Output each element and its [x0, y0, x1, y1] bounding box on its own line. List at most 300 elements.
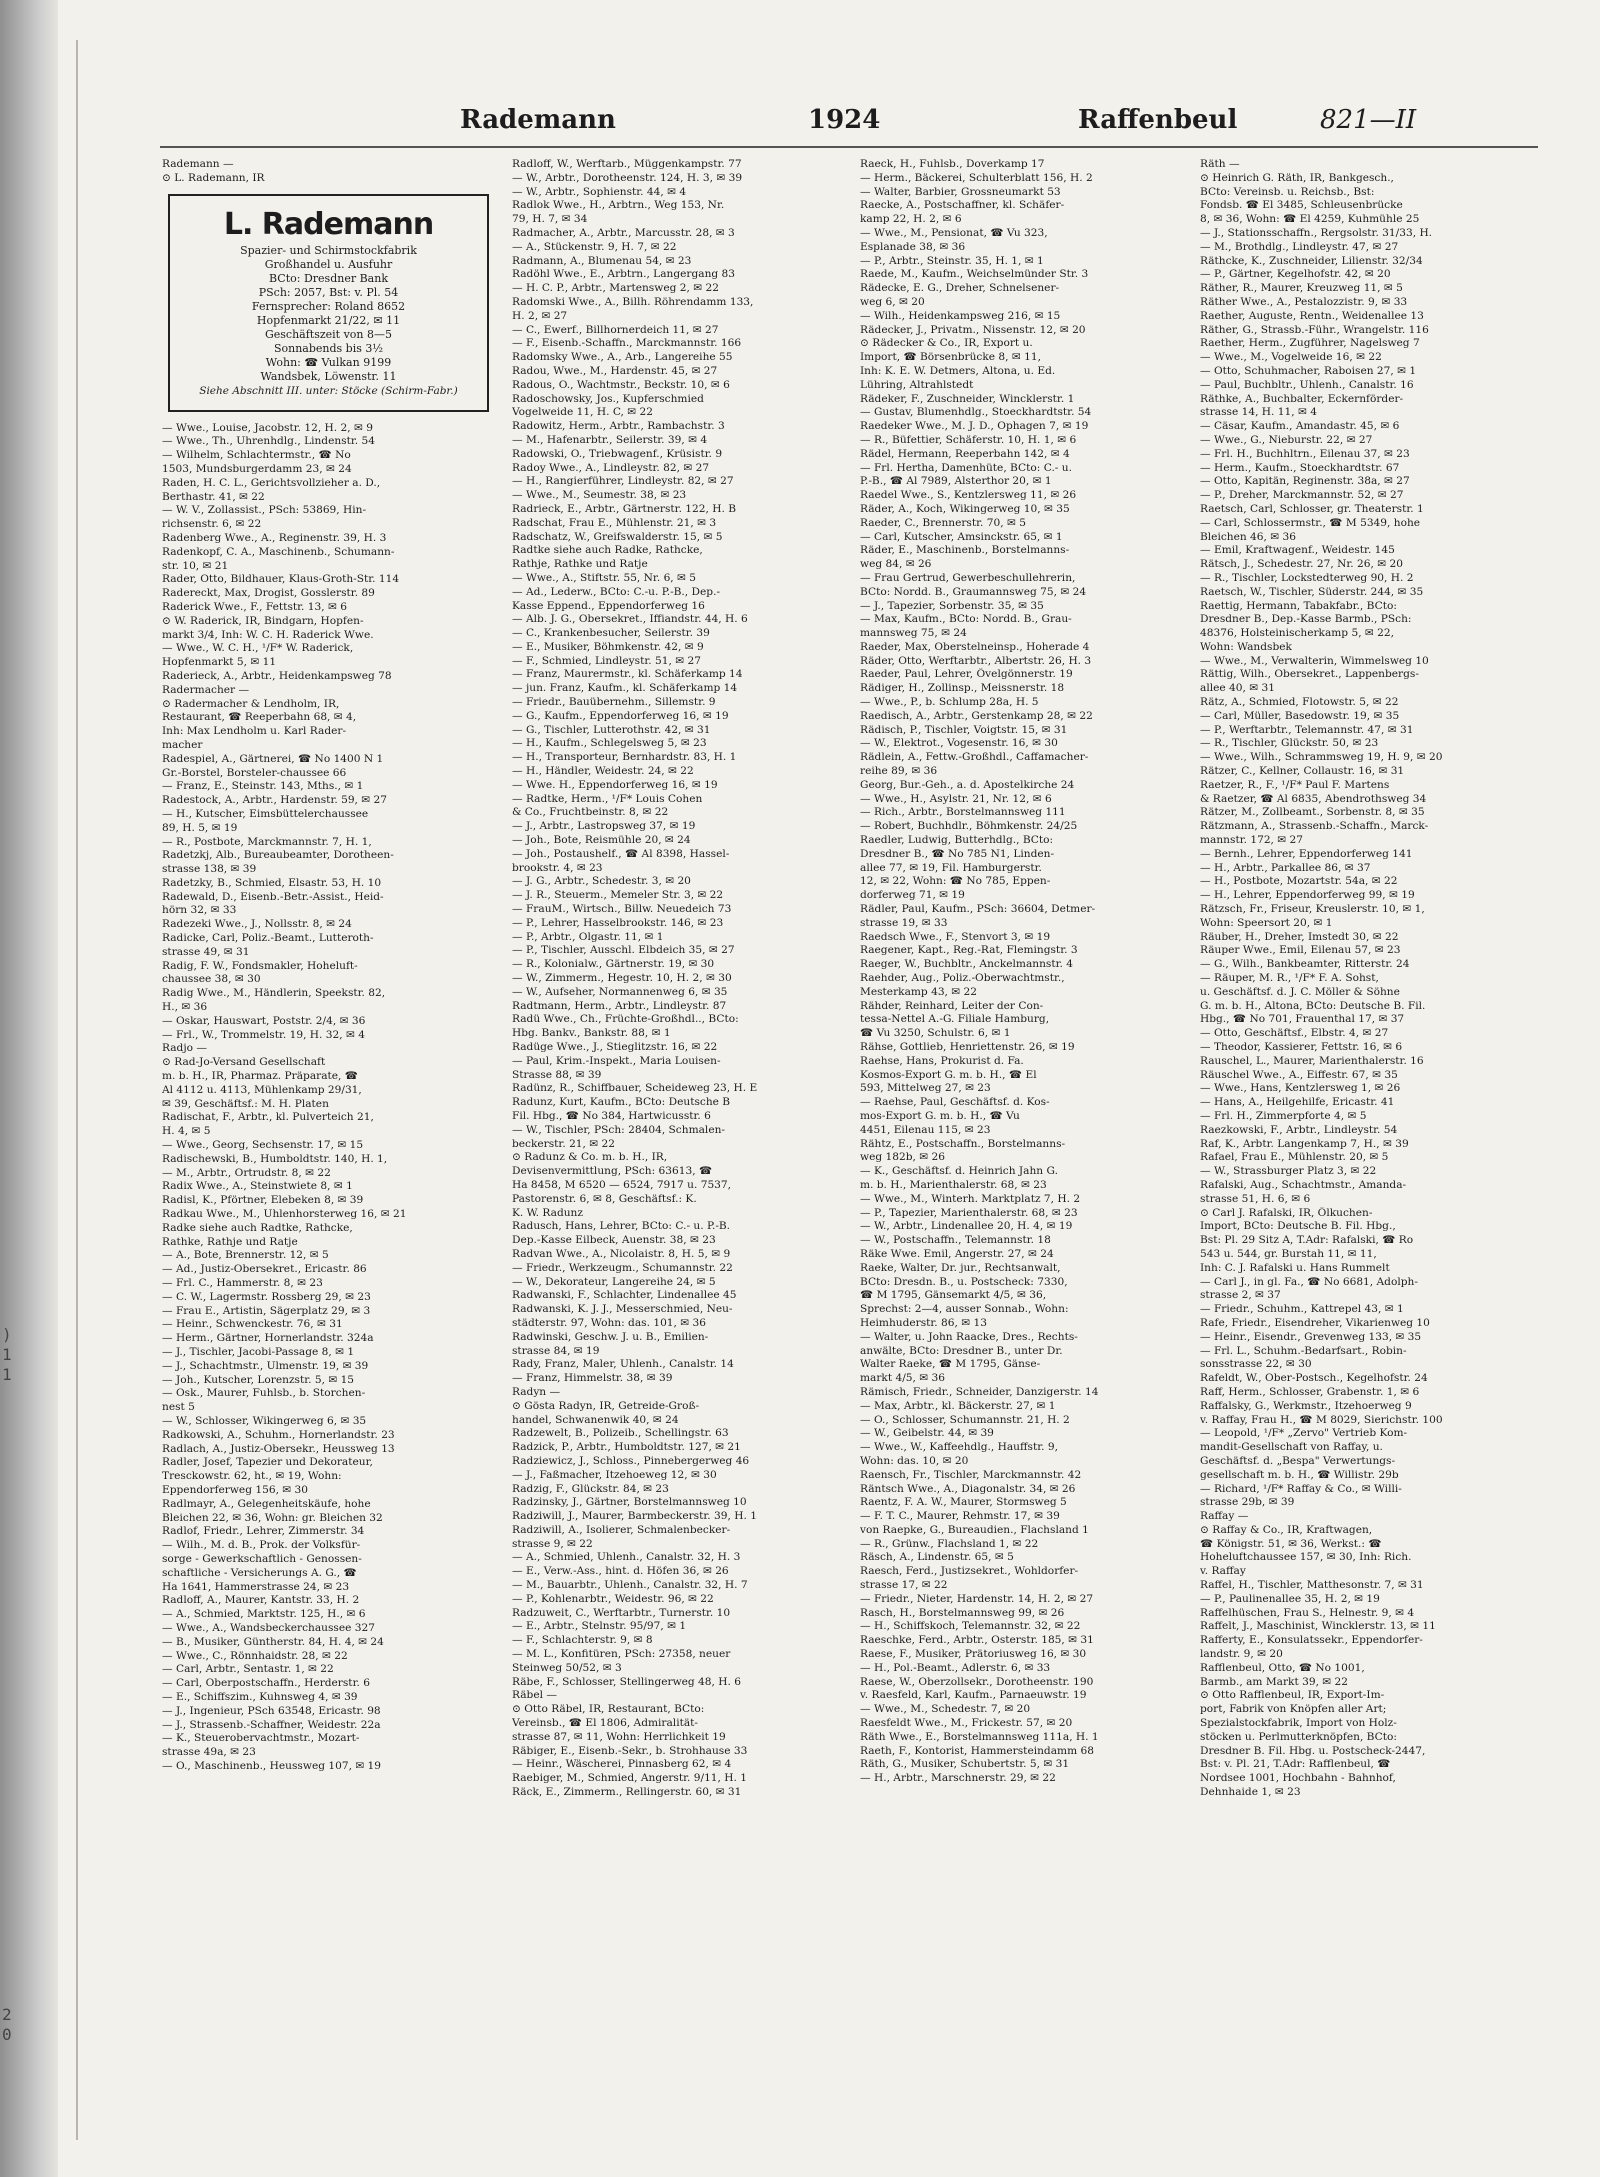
entry-line: BCto: Dresdn. B., u. Postscheck: 7330,: [860, 1275, 1068, 1288]
entry-line: — K., Steuerobervachtmstr., Mozart-: [162, 1732, 360, 1745]
entry-line: Spezialstockfabrik, Import von Holz-: [1200, 1717, 1397, 1730]
entry-line: — P., Kohlenarbtr., Weidestr. 96, ✉ 22: [512, 1592, 714, 1605]
entry-line: — R., Postbote, Marckmannstr. 7, H. 1,: [162, 835, 372, 848]
entry-line: ☎ Vu 3250, Schulstr. 6, ✉ 1: [860, 1027, 1011, 1040]
entry-line: Räuber, H., Dreher, Imstedt 30, ✉ 22: [1200, 930, 1399, 943]
entry-line: Radowski, O., Triebwagenf., Krüsistr. 9: [512, 447, 723, 460]
entry-line: Raffelt, J., Maschinist, Wincklerstr. 13, ✉ 11: [1200, 1620, 1436, 1633]
entry-line: Dep.-Kasse Eilbeck, Auenstr. 38, ✉ 23: [512, 1234, 716, 1247]
entry-line: von Raepke, G., Bureaudien., Flachsland 1: [860, 1523, 1089, 1536]
entry-line: brookstr. 4, ✉ 23: [512, 861, 603, 874]
entry-line: — A., Schmied, Uhlenh., Canalstr. 32, H. 3: [512, 1551, 741, 1564]
margin-fragment: 2: [2, 2005, 12, 2024]
entry-line: Radmacher, A., Arbtr., Marcusstr. 28, ✉ 3: [512, 226, 735, 239]
entry-line: Rähtz, E., Postschaffn., Borstelmanns-: [860, 1137, 1066, 1150]
entry-line: — P., Paulinenallee 35, H. 2, ✉ 19: [1200, 1592, 1380, 1605]
entry-line: — W., Postschaffn., Telemannstr. 18: [860, 1234, 1051, 1247]
entry-line: Räbe, F., Schlosser, Stellingerweg 48, H. 6: [512, 1675, 741, 1688]
entry-line: Radzinsky, J., Gärtner, Borstelmannsweg 10: [512, 1496, 747, 1509]
entry-line: Fil. Hbg., ☎ No 384, Hartwicusstr. 6: [512, 1109, 711, 1122]
entry-line: 48376, Holsteinischerkamp 5, ✉ 22,: [1200, 627, 1395, 640]
advert-line: Hopfenmarkt 21/22, ✉ 11: [256, 313, 401, 327]
entry-line: — Friedr., Nieter, Hardenstr. 14, H. 2, ✉ 27: [860, 1592, 1094, 1605]
entry-line: Rädler, Paul, Kaufm., PSch: 36604, Detmer-: [860, 903, 1096, 916]
entry-line: richsenstr. 6, ✉ 22: [162, 518, 262, 531]
entry-line: Räck, E., Zimmerm., Rellingerstr. 60, ✉ 31: [512, 1786, 742, 1799]
entry-line: — Robert, Buchhdlr., Böhmkenstr. 24/25: [860, 820, 1078, 833]
scan-gutter: [0, 0, 58, 2177]
entry-line: Pastorenstr. 6, ✉ 8, Geschäftsf.: K.: [512, 1192, 697, 1205]
entry-line: Steinweg 50/52, ✉ 3: [512, 1661, 622, 1674]
entry-line: — F. T. C., Maurer, Rehmstr. 17, ✉ 39: [860, 1510, 1060, 1523]
entry-line: — C., Ewerf., Billhornerdeich 11, ✉ 27: [512, 323, 719, 336]
entry-line: Raffay —: [1200, 1510, 1249, 1523]
entry-line: nest 5: [162, 1401, 195, 1414]
entry-line: Radicke, Carl, Poliz.-Beamt., Lutteroth-: [162, 932, 374, 945]
entry-line: — J. G., Arbtr., Schedestr. 3, ✉ 20: [512, 875, 691, 888]
entry-line: — M., Hafenarbtr., Seilerstr. 39, ✉ 4: [512, 433, 708, 446]
entry-line: Radusch, Hans, Lehrer, BCto: C.- u. P.-B.: [512, 1220, 731, 1233]
entry-line: v. Raffay: [1200, 1565, 1246, 1578]
entry-line: — E., Verw.-Ass., hint. d. Höfen 36, ✉ 26: [512, 1565, 729, 1578]
entry-line: strasse 9, ✉ 22: [512, 1537, 593, 1550]
entry-line: Rafe, Friedr., Eisendreher, Vikarienweg 10: [1200, 1316, 1430, 1329]
margin-fragment: 1: [2, 1365, 12, 1384]
entry-line: — jun. Franz, Kaufm., kl. Schäferkamp 14: [512, 682, 738, 695]
column-4: [1200, 158, 1545, 2148]
entry-line: — Wwe., M., Vogelweide 16, ✉ 22: [1200, 351, 1382, 364]
entry-line: — J., Tischler, Jacobi-Passage 8, ✉ 1: [162, 1345, 355, 1358]
advert-title: L. Rademann: [223, 206, 434, 242]
entry-line: — W., Aufseher, Normannenweg 6, ✉ 35: [512, 985, 728, 998]
entry-line: — Friedr., Schuhm., Kattrepel 43, ✉ 1: [1200, 1303, 1404, 1316]
entry-line: Raese, F., Musiker, Prätoriusweg 16, ✉ 30: [860, 1648, 1087, 1661]
entry-line: — Räuper, M. R., ¹/F* F. A. Sohst,: [1200, 972, 1379, 985]
entry-line: kamp 22, H. 2, ✉ 6: [860, 213, 962, 226]
entry-line: Rädisch, P., Tischler, Voigtstr. 15, ✉ 31: [860, 723, 1068, 736]
entry-line: — C. W., Lagermstr. Rossberg 29, ✉ 23: [162, 1290, 371, 1303]
entry-line: ⊙ Rädecker & Co., IR, Export u.: [860, 337, 1033, 350]
entry-line: Radig, F. W., Fondsmakler, Hoheluft-: [162, 959, 358, 972]
entry-line: — Wwe., W., Kaffeehdlg., Hauffstr. 9,: [860, 1441, 1058, 1454]
entry-line: ⊙ Rad-Jo-Versand Gesellschaft: [162, 1056, 326, 1069]
entry-line: strasse 49a, ✉ 23: [162, 1746, 256, 1759]
entry-line: Rädeker, F., Zuschneider, Wincklerstr. 1: [860, 392, 1075, 405]
entry-line: — Carl, Oberpostschaffn., Herderstr. 6: [162, 1677, 370, 1690]
entry-line: Radtke siehe auch Radke, Rathcke,: [512, 544, 703, 557]
entry-line: — Franz, E., Steinstr. 143, Mths., ✉ 1: [162, 780, 364, 793]
entry-line: Rätzmann, A., Strassenb.-Schaffn., Marck-: [1200, 820, 1429, 833]
entry-line: — Wwe., M., Winterh. Marktplatz 7, H. 2: [860, 1192, 1081, 1205]
entry-line: — K., Geschäftsf. d. Heinrich Jahn G.: [860, 1165, 1058, 1178]
entry-line: strasse 49, ✉ 31: [162, 945, 250, 958]
entry-line: Rädecke, E. G., Dreher, Schnelsener-: [860, 282, 1060, 295]
entry-line: weg 6, ✉ 20: [860, 295, 925, 308]
entry-line: — Wwe., M., Schedestr. 7, ✉ 20: [860, 1703, 1031, 1716]
entry-line: — Herm., Gärtner, Hornerlandstr. 324a: [162, 1332, 374, 1345]
entry-line: — Wwe., Wilh., Schrammsweg 19, H. 9, ✉ 20: [1200, 751, 1443, 764]
entry-line: Radowitz, Herm., Arbtr., Rambachstr. 3: [512, 420, 725, 433]
entry-line: tessa-Nettel A.-G. Filiale Hamburg,: [860, 1013, 1050, 1026]
entry-line: Raentz, F. A. W., Maurer, Stormsweg 5: [860, 1496, 1067, 1509]
entry-line: — Wilhelm, Schlachtermstr., ☎ No: [162, 449, 351, 462]
entry-line: Radous, O., Wachtmstr., Beckstr. 10, ✉ 6: [512, 378, 730, 391]
entry-line: — Wilh., Heidenkampsweg 216, ✉ 15: [860, 309, 1061, 322]
entry-line: Rader, Otto, Bildhauer, Klaus-Groth-Str. 114: [162, 573, 400, 586]
entry-line: — G., Tischler, Lutterothstr. 42, ✉ 31: [512, 723, 711, 736]
entry-line: Radwanski, F., Schlachter, Lindenallee 45: [512, 1289, 737, 1302]
column-1: [162, 158, 497, 2148]
entry-line: Rädiger, H., Zollinsp., Meissnerstr. 18: [860, 682, 1065, 695]
entry-line: Raeder, Max, Oberstelneinsp., Hoherade 4: [860, 640, 1090, 653]
entry-line: 4451, Eilenau 115, ✉ 23: [860, 1123, 991, 1136]
entry-line: — F., Schlachterstr. 9, ✉ 8: [512, 1634, 653, 1647]
entry-line: — Frl. H., Buchhltrn., Eilenau 37, ✉ 23: [1200, 447, 1410, 460]
advert-line: PSch: 2057, Bst: v. Pl. 54: [258, 285, 399, 299]
entry-line: Radüge Wwe., J., Stieglitzstr. 16, ✉ 22: [512, 1041, 718, 1053]
entry-line: — Max, Kaufm., BCto: Nordd. B., Grau-: [860, 613, 1072, 626]
entry-line: — Otto, Geschäftsf., Elbstr. 4, ✉ 27: [1200, 1027, 1389, 1040]
header-rule: [160, 146, 1538, 148]
entry-line: Radwinski, Geschw. J. u. B., Emilien-: [512, 1330, 709, 1343]
entry-line: Räther, R., Maurer, Kreuzweg 11, ✉ 5: [1200, 282, 1403, 295]
entry-line: Radler, Josef, Tapezier und Dekorateur,: [162, 1456, 373, 1469]
entry-line: — Paul, Buchbltr., Uhlenh., Canalstr. 16: [1200, 378, 1414, 391]
entry-line: Radlach, A., Justiz-Obersekr., Heussweg 13: [162, 1442, 395, 1455]
entry-line: Raede, M., Kaufm., Weichselmünder Str. 3: [860, 268, 1089, 281]
entry-line: — Franz, Maurermstr., kl. Schäferkamp 14: [512, 668, 743, 681]
entry-line: Restaurant, ☎ Reeperbahn 68, ✉ 4,: [162, 711, 357, 724]
entry-line: Radschatz, W., Greifswalderstr. 15, ✉ 5: [512, 530, 723, 543]
entry-line: — O., Schlosser, Schumannstr. 21, H. 2: [860, 1413, 1070, 1426]
entry-line: Radke siehe auch Radtke, Rathcke,: [162, 1221, 353, 1234]
entry-line: — Carl, Schlossermstr., ☎ M 5349, hohe: [1200, 516, 1421, 529]
entry-line: Kasse Eppend., Eppendorferweg 16: [512, 599, 705, 612]
entry-line: — FrauM., Wirtsch., Billw. Neuedeich 73: [512, 903, 732, 916]
entry-line: — Frl., W., Trommelstr. 19, H. 32, ✉ 4: [162, 1028, 365, 1041]
entry-line: Räder, E., Maschinenb., Borstelmanns-: [860, 544, 1070, 557]
entry-line: — R., Tischler, Glückstr. 50, ✉ 23: [1200, 737, 1379, 750]
entry-line: Raebiger, M., Schmied, Angerstr. 9/11, H. 1: [512, 1772, 747, 1785]
entry-line: Dresdner B., Dep.-Kasse Barmb., PSch:: [1200, 613, 1412, 626]
entry-line: handel, Schwanenwik 40, ✉ 24: [512, 1413, 679, 1426]
entry-line: — P., Werftarbtr., Telemannstr. 47, ✉ 31: [1200, 723, 1414, 736]
entry-line: Radomsky Wwe., A., Arb., Langereihe 55: [512, 351, 733, 364]
entry-line: strasse 17, ✉ 22: [860, 1579, 948, 1592]
entry-line: Ha 1641, Hammerstrasse 24, ✉ 23: [162, 1580, 350, 1593]
entry-line: Devisenvermittlung, PSch: 63613, ☎: [512, 1165, 713, 1178]
entry-line: strasse 87, ✉ 11, Wohn: Herrlichkeit 19: [512, 1730, 726, 1743]
entry-line: ☎ M 1795, Gänsemarkt 4/5, ✉ 36,: [860, 1289, 1047, 1302]
entry-line: ⊙ Otto Räbel, IR, Restaurant, BCto:: [512, 1703, 705, 1716]
advert-line: Wohn: ☎ Vulkan 9199: [265, 355, 392, 369]
entry-line: Rädlein, A., Fettw.-Großhdl., Caffamacher-: [860, 751, 1089, 764]
entry-line: — Wwe., H., Asylstr. 21, Nr. 12, ✉ 6: [860, 792, 1052, 805]
entry-line: Berthastr. 41, ✉ 22: [162, 490, 265, 503]
entry-line: — Cäsar, Kaufm., Amandastr. 45, ✉ 6: [1200, 420, 1400, 433]
entry-line: Raden, H. C. L., Gerichtsvollzieher a. D.,: [162, 476, 381, 489]
entry-line: — Leopold, ¹/F* „Zervo" Vertrieb Kom-: [1200, 1427, 1408, 1440]
entry-line: Rätzer, M., Zollbeamt., Sorbenstr. 8, ✉ 35: [1200, 806, 1425, 819]
entry-line: Radzewelt, B., Polizeib., Schellingstr. 63: [512, 1427, 729, 1440]
entry-line: Tresckowstr. 62, ht., ✉ 19, Wohn:: [162, 1470, 342, 1483]
entry-line: — Osk., Maurer, Fuhlsb., b. Storchen-: [162, 1387, 366, 1400]
entry-line: — Oskar, Hauswart, Poststr. 2/4, ✉ 36: [162, 1014, 366, 1027]
entry-line: Raegener, Kapt., Reg.-Rat, Flemingstr. 3: [860, 944, 1078, 957]
entry-line: 593, Mittelweg 27, ✉ 23: [860, 1082, 991, 1095]
advert-line: Spazier- und Schirmstockfabrik: [240, 243, 417, 257]
entry-line: — W., Arbtr., Sophienstr. 44, ✉ 4: [512, 185, 687, 198]
entry-line: — Wwe., Th., Uhrenhdlg., Lindenstr. 54: [162, 435, 375, 448]
page-header: [160, 105, 1560, 145]
entry-line: — R., Tischler, Lockstedterweg 90, H. 2: [1200, 571, 1414, 584]
header-right-keyword: Raffenbeul: [1078, 105, 1238, 135]
entry-line: Rauschel, L., Maurer, Marienthalerstr. 16: [1200, 1054, 1424, 1067]
entry-line: Raedeker Wwe., M. J. D., Ophagen 7, ✉ 19: [860, 420, 1089, 433]
entry-line: Radlof, Friedr., Lehrer, Zimmerstr. 34: [162, 1525, 365, 1538]
entry-line: Radtmann, Herm., Arbtr., Lindleystr. 87: [512, 999, 727, 1012]
entry-line: — Wwe., M., Verwalterin, Wimmelsweg 10: [1200, 654, 1429, 667]
entry-line: — C., Krankenbesucher, Seilerstr. 39: [512, 627, 710, 640]
entry-line: stöcken u. Perlmutterknöpfen, BCto:: [1200, 1730, 1397, 1743]
entry-line: — J., Ingenieur, PSch 63548, Ericastr. 98: [162, 1704, 381, 1717]
entry-line: Raffel, H., Tischler, Matthesonstr. 7, ✉ 31: [1200, 1579, 1424, 1592]
entry-line: markt 4/5, ✉ 36: [860, 1372, 945, 1385]
entry-line: — Paul, Krim.-Inspekt., Maria Louisen-: [512, 1054, 721, 1067]
entry-line: Radziewicz, J., Schloss., Pinnebergerweg 46: [512, 1454, 750, 1467]
entry-line: anwälte, BCto: Dresdner B., unter Dr.: [860, 1344, 1063, 1357]
entry-line: — Frau Gertrud, Gewerbeschullehrerin,: [860, 571, 1076, 584]
entry-line: — W., Zimmerm., Hegestr. 10, H. 2, ✉ 30: [512, 972, 732, 985]
entry-line: Radig Wwe., M., Händlerin, Speekstr. 82,: [162, 987, 386, 1000]
entry-line: Radlmayr, A., Gelegenheitskäufe, hohe: [162, 1497, 371, 1510]
entry-line: Radereckt, Max, Drogist, Gosslerstr. 89: [162, 587, 375, 600]
entry-line: — Walter, u. John Raacke, Dres., Rechts-: [860, 1330, 1078, 1343]
advert-note: Siehe Abschnitt III. unter: Stöcke (Schirm-Fabr.): [199, 384, 458, 397]
entry-line: — Joh., Postaushelf., ☎ Al 8398, Hassel-: [512, 847, 730, 860]
entry-line: — P., Arbtr., Olgastr. 11, ✉ 1: [512, 930, 664, 943]
entry-line: Bst: v. Pl. 21, T.Adr: Rafflenbeul, ☎: [1200, 1758, 1391, 1771]
entry-line: — Richard, ¹/F* Raffay & Co., ✉ Willi-: [1200, 1482, 1402, 1495]
entry-line: weg 182b, ✉ 26: [860, 1151, 945, 1164]
entry-line: — Wwe., A., Stiftstr. 55, Nr. 6, ✉ 5: [512, 571, 697, 584]
entry-line: — H., Rangierführer, Lindleystr. 82, ✉ 27: [512, 475, 734, 488]
entry-line: Räntsch Wwe., A., Diagonalstr. 34, ✉ 26: [860, 1482, 1076, 1495]
entry-line: — W., Elektrot., Vogesenstr. 16, ✉ 30: [860, 737, 1058, 750]
entry-line: Räuschel Wwe., A., Eiffestr. 67, ✉ 35: [1200, 1068, 1398, 1081]
entry-line: — J., Schachtmstr., Ulmenstr. 19, ✉ 39: [162, 1359, 369, 1372]
entry-line: H., ✉ 36: [162, 1001, 208, 1014]
entry-line: Sprechst: 2—4, ausser Sonnab., Wohn:: [860, 1303, 1069, 1316]
entry-line: — Emil, Kraftwagenf., Weidestr. 145: [1200, 544, 1395, 557]
page-number: 821—II: [1320, 105, 1417, 135]
entry-line: Räth —: [1200, 158, 1240, 170]
entry-line: H. 2, ✉ 27: [512, 309, 568, 322]
entry-line: K. W. Radunz: [512, 1206, 583, 1219]
entry-line: Al 4112 u. 4113, Mühlenkamp 29/31,: [162, 1083, 362, 1096]
entry-line: — Ad., Justiz-Obersekret., Ericastr. 86: [162, 1263, 367, 1276]
entry-line: — Otto, Kapitän, Reginenstr. 38a, ✉ 27: [1200, 475, 1410, 488]
entry-line: Radöhl Wwe., E., Arbtrn., Langergang 83: [512, 268, 736, 281]
entry-line: — Carl, Arbtr., Sentastr. 1, ✉ 22: [162, 1663, 334, 1676]
entry-line: P.-B., ☎ Al 7989, Alsterthor 20, ✉ 1: [860, 475, 1052, 488]
entry-line: Raedsch Wwe., F., Stenvort 3, ✉ 19: [860, 930, 1051, 943]
entry-line: BCto: Vereinsb. u. Reichsb., Bst:: [1200, 185, 1375, 198]
entry-line: — G., Kaufm., Eppendorferweg 16, ✉ 19: [512, 709, 729, 722]
entry-line: — E., Schiffszim., Kuhnsweg 4, ✉ 39: [162, 1690, 358, 1703]
entry-line: — Herm., Bäckerei, Schulterblatt 156, H. 2: [860, 171, 1093, 184]
entry-line: Radestock, A., Arbtr., Hardenstr. 59, ✉ 27: [162, 794, 388, 807]
entry-line: — H., Arbtr., Parkallee 86, ✉ 37: [1200, 861, 1371, 874]
entry-line: — Carl, Kutscher, Amsinckstr. 65, ✉ 1: [860, 530, 1063, 543]
entry-line: Eppendorferweg 156, ✉ 30: [162, 1483, 309, 1496]
entry-line: Raeder, Paul, Lehrer, Övelgönnerstr. 19: [860, 668, 1073, 681]
entry-line: Raeke, Walter, Dr. jur., Rechtsanwalt,: [860, 1261, 1061, 1274]
entry-line: strasse 2, ✉ 37: [1200, 1289, 1281, 1302]
entry-line: Raderick Wwe., F., Fettstr. 13, ✉ 6: [162, 600, 347, 613]
entry-line: ⊙ Heinrich G. Räth, IR, Bankgesch.,: [1200, 171, 1394, 184]
entry-line: Dresdner B. Fil. Hbg. u. Postscheck-2447,: [1200, 1744, 1426, 1757]
entry-line: & Raetzer, ☎ Al 6835, Abendrothsweg 34: [1200, 792, 1427, 805]
entry-line: m. b. H., Marienthalerstr. 68, ✉ 23: [860, 1178, 1047, 1191]
entry-line: hörn 32, ✉ 33: [162, 904, 237, 917]
entry-line: Radermacher —: [162, 683, 250, 696]
advert-line: BCto: Dresdner Bank: [269, 271, 388, 285]
entry-line: reihe 89, ✉ 36: [860, 765, 938, 778]
entry-line: strasse 14, H. 11, ✉ 4: [1200, 406, 1317, 419]
entry-line: mandit-Gesellschaft von Raffay, u.: [1200, 1441, 1383, 1454]
entry-line: Radlok Wwe., H., Arbtrn., Weg 153, Nr.: [512, 199, 725, 212]
entry-line: — Max, Arbtr., kl. Bäckerstr. 27, ✉ 1: [860, 1399, 1056, 1412]
entry-line: Inh: K. E. W. Detmers, Altona, u. Ed.: [860, 364, 1056, 377]
entry-line: — Joh., Bote, Reismühle 20, ✉ 24: [512, 834, 691, 847]
entry-line: — Frl. C., Hammerstr. 8, ✉ 23: [162, 1277, 323, 1289]
entry-line: Raff, Herm., Schlosser, Grabenstr. 1, ✉ 6: [1200, 1385, 1420, 1398]
entry-line: Räther, G., Strassb.-Führ., Wrangelstr. 116: [1200, 323, 1429, 336]
entry-line: Bleichen 22, ✉ 36, Wohn: gr. Bleichen 32: [162, 1511, 383, 1524]
entry-line: — B., Musiker, Güntherstr. 84, H. 4, ✉ 24: [162, 1635, 384, 1648]
entry-line: Raehse, Hans, Prokurist d. Fa.: [860, 1054, 1024, 1067]
advert-line: Großhandel u. Ausfuhr: [264, 257, 393, 271]
entry-line: Radyn —: [512, 1385, 561, 1398]
entry-line: Nordsee 1001, Hochbahn - Bahnhof,: [1200, 1772, 1396, 1785]
entry-line: Rademann —: [162, 158, 234, 170]
entry-line: Lühring, Altrahlstedt: [860, 378, 974, 391]
entry-line: Inh: C. J. Rafalski u. Hans Rummelt: [1200, 1261, 1390, 1274]
entry-line: Radkowski, A., Schuhm., Hornerlandstr. 23: [162, 1428, 395, 1441]
entry-line: — P., Lehrer, Hasselbrookstr. 146, ✉ 23: [512, 916, 724, 929]
entry-line: Rätsch, J., Schedestr. 27, Nr. 26, ✉ 20: [1200, 558, 1403, 571]
entry-line: 1503, Mundsburgerdamm 23, ✉ 24: [162, 462, 352, 475]
entry-line: gesellschaft m. b. H., ☎ Willistr. 29b: [1200, 1468, 1399, 1481]
entry-line: Raesfeldt Wwe., M., Frickestr. 57, ✉ 20: [860, 1717, 1073, 1730]
entry-line: — Herm., Kaufm., Stoeckhardtstr. 67: [1200, 461, 1400, 474]
entry-line: — Theodor, Kassierer, Fettstr. 16, ✉ 6: [1200, 1041, 1403, 1053]
entry-line: Raedisch, A., Arbtr., Gerstenkamp 28, ✉ 22: [860, 709, 1093, 722]
entry-line: — A., Stückenstr. 9, H. 7, ✉ 22: [512, 240, 677, 253]
header-left-keyword: Rademann: [460, 105, 616, 135]
entry-line: — Wwe., W. C. H., ¹/F* W. Raderick,: [162, 642, 354, 655]
entry-line: Raehder, Aug., Poliz.-Oberwachtmstr.,: [860, 972, 1065, 985]
entry-line: Radmann, A., Blumenau 54, ✉ 23: [512, 254, 692, 267]
entry-line: Walter Raeke, ☎ M 1795, Gänse-: [860, 1358, 1041, 1371]
entry-line: Radomski Wwe., A., Billh. Röhrendamm 133,: [512, 295, 754, 308]
entry-line: Hbg., ☎ No 701, Frauenthal 17, ✉ 37: [1200, 1013, 1405, 1026]
advertisement-box: [168, 194, 489, 412]
entry-line: — Walter, Barbier, Grossneumarkt 53: [860, 185, 1061, 198]
entry-line: — R., Kolonialw., Gärtnerstr. 19, ✉ 30: [512, 958, 715, 971]
entry-line: — Wwe., G., Nieburstr. 22, ✉ 27: [1200, 433, 1373, 446]
entry-line: Radjo —: [162, 1042, 207, 1055]
entry-line: Radzick, P., Arbtr., Humboldtstr. 127, ✉ 21: [512, 1441, 741, 1454]
entry-line: Raettig, Hermann, Tabakfabr., BCto:: [1200, 599, 1397, 612]
entry-line: 89, H. 5, ✉ 19: [162, 821, 238, 834]
entry-line: — J., Strassenb.-Schaffner, Weidestr. 22a: [162, 1718, 381, 1731]
entry-line: — J., Tapezier, Sorbenstr. 35, ✉ 35: [860, 599, 1044, 612]
entry-line: allee 40, ✉ 31: [1200, 682, 1275, 695]
entry-line: ⊙ L. Rademann, IR: [162, 171, 265, 184]
entry-line: — P., Arbtr., Steinstr. 35, H. 1, ✉ 1: [860, 254, 1044, 267]
entry-line: mannstr. 172, ✉ 27: [1200, 834, 1304, 847]
entry-line: Raese, W., Oberzollsekr., Dorotheenstr. 190: [860, 1675, 1094, 1688]
entry-line: Radezeki Wwe., J., Nollsstr. 8, ✉ 24: [162, 918, 352, 931]
entry-line: — R., Büfettier, Schäferstr. 10, H. 1, ✉ 6: [860, 433, 1077, 446]
entry-line: — H., Händler, Weidestr. 24, ✉ 22: [512, 765, 694, 778]
entry-line: — P., Dreher, Marckmannstr. 52, ✉ 27: [1200, 489, 1404, 502]
entry-line: Radü Wwe., Ch., Früchte-Großhdl.., BCto:: [512, 1013, 739, 1026]
entry-line: Hbg. Bankv., Bankstr. 88, ✉ 1: [512, 1027, 671, 1040]
entry-line: Wohn: Wandsbek: [1200, 640, 1292, 653]
entry-line: Import, BCto: Deutsche B. Fil. Hbg.,: [1200, 1220, 1396, 1233]
entry-line: — P., Tapezier, Marienthalerstr. 68, ✉ 23: [860, 1206, 1078, 1219]
entry-line: Radkau Wwe., M., Uhlenhorsterweg 16, ✉ 21: [162, 1208, 407, 1221]
entry-line: Radenberg Wwe., A., Reginenstr. 39, H. 3: [162, 531, 387, 544]
entry-line: — H., Pol.-Beamt., Adlerstr. 6, ✉ 33: [860, 1661, 1051, 1674]
entry-line: 12, ✉ 22, Wohn: ☎ No 785, Eppen-: [860, 875, 1051, 888]
entry-line: 79, H. 7, ✉ 34: [512, 213, 588, 226]
entry-line: Räth Wwe., E., Borstelmannsweg 111a, H. 1: [860, 1730, 1099, 1743]
margin-fragment: 1: [2, 1345, 12, 1364]
entry-line: 8, ✉ 36, Wohn: ☎ El 4259, Kuhmühle 25: [1200, 213, 1420, 226]
entry-line: — F., Eisenb.-Schaffn., Marckmannstr. 166: [512, 337, 742, 350]
entry-line: Räbel —: [512, 1689, 557, 1702]
entry-line: Bst: Pl. 29 Sitz A, T.Adr: Rafalski, ☎ Ro: [1200, 1234, 1414, 1247]
entry-line: — W. V., Zollassist., PSch: 53869, Hin-: [162, 504, 367, 517]
entry-line: Barmb., am Markt 39, ✉ 22: [1200, 1675, 1349, 1688]
entry-line: BCto: Nordd. B., Graumannsweg 75, ✉ 24: [860, 585, 1087, 598]
entry-line: Rafflenbeul, Otto, ☎ No 1001,: [1200, 1661, 1365, 1674]
entry-line: Radoy Wwe., A., Lindleystr. 82, ✉ 27: [512, 461, 710, 474]
entry-line: — H., Lehrer, Eppendorferweg 99, ✉ 19: [1200, 889, 1415, 902]
entry-line: — M. L., Konfitüren, PSch: 27358, neuer: [512, 1648, 731, 1661]
entry-line: ⊙ Radunz & Co. m. b. H., IR,: [512, 1151, 668, 1164]
entry-line: Radloff, W., Werftarb., Müggenkampstr. 77: [512, 158, 742, 170]
entry-line: — Raehse, Paul, Geschäftsf. d. Kos-: [860, 1096, 1050, 1109]
entry-line: — O., Maschinenb., Heussweg 107, ✉ 19: [162, 1759, 382, 1772]
column-3: [860, 158, 1195, 2148]
entry-line: Radwanski, K. J. J., Messerschmied, Neu-: [512, 1303, 733, 1316]
entry-line: Rädel, Hermann, Reeperbahn 142, ✉ 4: [860, 447, 1070, 460]
entry-line: — M., Brothdlg., Lindleystr. 47, ✉ 27: [1200, 240, 1399, 253]
entry-line: Radünz, R., Schiffbauer, Scheideweg 23, H. E: [512, 1082, 758, 1095]
entry-line: Rasch, H., Borstelmannsweg 99, ✉ 26: [860, 1606, 1065, 1619]
entry-line: macher: [162, 738, 203, 751]
entry-line: G. m. b. H., Altona, BCto: Deutsche B. Fil.: [1200, 999, 1426, 1012]
entry-line: Strasse 88, ✉ 39: [512, 1068, 602, 1081]
entry-line: — Hans, A., Heilgehilfe, Ericastr. 41: [1200, 1096, 1395, 1109]
entry-line: — Frl. L., Schuhm.-Bedarfsart., Robin-: [1200, 1344, 1407, 1357]
entry-line: — R., Grünw., Flachsland 1, ✉ 22: [860, 1537, 1039, 1550]
